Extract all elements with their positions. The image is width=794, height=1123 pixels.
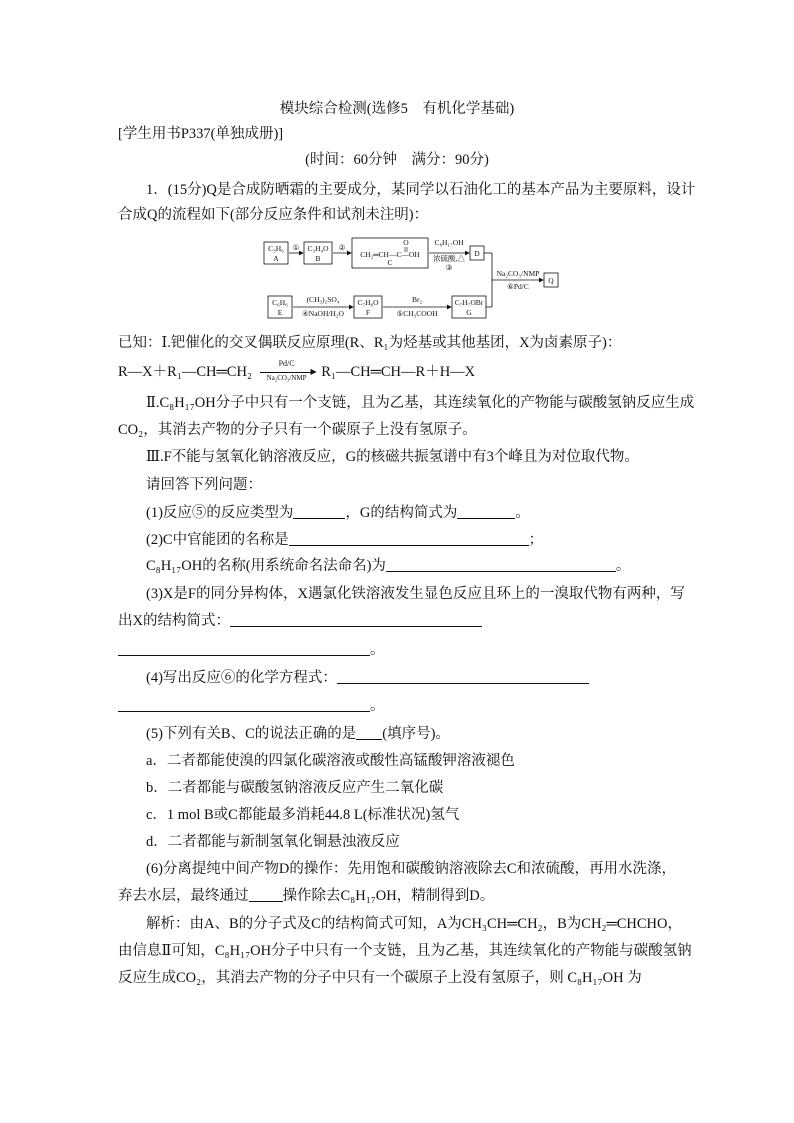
subquestion-3-line-2 (118, 611, 688, 631)
analysis-line-3: 反应生成CO₂，其消去产物的分子中只有一个碳原子上没有氢原子，则 C₈H₁₇OH 为 (118, 970, 642, 986)
arrow-head-icon: ▶ (310, 367, 317, 376)
subquestion-2-text-d: 。 (615, 558, 631, 574)
subquestion-2 (146, 530, 688, 550)
question-1-intro-line-1: 1．(15分)Q是合成防晒霜的主要成分，某同学以石油化工的基本产品为主要原料，设计 (146, 182, 696, 198)
step-4-condition: ④NaOH/H₂O (302, 309, 344, 318)
analysis-line-2: 由信息Ⅱ可知，C₈H₁₇OH分子中只有一个支链，且为乙基，其连续氧化的产物能与碳酸氢钠 (118, 943, 692, 959)
step-3: ③ (445, 263, 453, 272)
answer-blank[interactable] (118, 697, 370, 712)
subquestion-3-line-1: (3)X是F的同分异构体，X遇氯化铁溶液发生显色反应且环上的一溴取代物有两种，写 (146, 586, 685, 602)
answer-blank[interactable] (289, 531, 529, 546)
subquestion-6-text-b: 操作除去C₈H₁₇OH，精制得到D。 (282, 888, 495, 904)
subquestion-3-end: 。 (370, 642, 385, 658)
time-score: (时间：60分钟 满分：90分) (305, 152, 489, 168)
subquestion-1-text-a: (1)反应⑤的反应类型为 (146, 505, 294, 521)
answer-blank[interactable] (249, 887, 283, 902)
subquestion-3-line-3 (118, 640, 688, 660)
subquestion-1-text-c: 。 (515, 505, 530, 521)
answer-blank[interactable] (230, 612, 482, 627)
step-1: ① (292, 243, 300, 252)
formula-g: C₇H₇OBr (454, 298, 484, 307)
label-c: C (387, 258, 393, 267)
step-6-reagent: Na₂CO₃/NMP (496, 269, 540, 278)
answer-blank[interactable] (118, 641, 370, 656)
step-2: ② (338, 243, 346, 252)
subquestion-2-text-c: C₈H₁₇OH的名称(用系统命名法命名)为 (146, 558, 386, 574)
answer-prompt: 请回答下列问题： (146, 477, 262, 493)
analysis-line-1: 解析：由A、B的分子式及C的结构简式可知，A为CH₃CH═CH₂，B为CH₂═CHCHO， (146, 916, 682, 932)
subquestion-5 (146, 724, 688, 744)
label-e: E (277, 308, 283, 317)
subquestion-1-text-b: ，G的结构简式为 (345, 505, 458, 521)
page-title: 模块综合检测(选修5 有机化学基础) (279, 101, 515, 117)
subquestion-5-text-a: (5)下列有关B、C的说法正确的是 (146, 726, 357, 742)
subquestion-6-line-2 (118, 886, 688, 906)
step-3-condition: 浓硫酸,△ (433, 254, 465, 263)
option-d: d．二者都能与新制氢氧化铜悬浊液反应 (146, 834, 400, 850)
known-info-3: Ⅲ.F不能与氢氧化钠溶液反应，G的核磁共振氢谱中有3个峰且为对位取代物。 (146, 449, 639, 465)
formula-f: C₇H₈O (357, 298, 379, 307)
subquestion-5-text-b: (填序号)。 (382, 726, 450, 742)
known-info-1: 已知：Ⅰ.钯催化的交叉偶联反应原理(R、R₁为烃基或其他基团，X为卤素原子)： (118, 335, 622, 351)
step-4-reagent: (CH₃)₂SO₄ (306, 295, 340, 304)
formula-e: C₆H₆ (272, 298, 288, 307)
subquestion-3-text: 出X的结构简式： (118, 613, 230, 629)
question-1-intro-line-2: 合成Q的流程如下(部分反应条件和试剂未注明)： (118, 207, 429, 223)
formula-b: C₃H₄O (307, 244, 329, 253)
label-f: F (365, 308, 371, 317)
formula-a: C₃H₆ (268, 244, 284, 253)
equation-right: R₁—CH═CH—R＋H—X (321, 364, 476, 380)
known-info-2-line-2: CO₂，其消去产物的分子只有一个碳原子上没有氢原子。 (118, 422, 477, 438)
answer-blank[interactable] (457, 504, 515, 519)
answer-blank[interactable] (337, 669, 589, 684)
known-info-2-line-1: Ⅱ.C₈H₁₇OH分子中只有一个支链，且为乙基，其连续氧化的产物能与碳酸氢钠反应生成 (146, 395, 695, 411)
subquestion-6-text-a: 弃去水层，最终通过 (118, 888, 249, 904)
subquestion-4-end: 。 (370, 698, 385, 714)
label-a: A (273, 254, 279, 263)
step-6-condition: ⑥Pd/C (507, 282, 529, 291)
label-g: G (466, 308, 472, 317)
subquestion-2-text-b: ； (528, 532, 544, 548)
label-q: Q (548, 276, 554, 285)
reaction-arrow (258, 359, 317, 382)
arrow-top-condition: Pd/C (278, 359, 295, 368)
book-reference: [学生用书P337(单独成册)] (118, 126, 284, 142)
equation-left: R—X＋R₁—CH═CH₂ (118, 364, 252, 380)
label-d: D (474, 249, 480, 258)
answer-blank[interactable] (293, 504, 345, 519)
label-c-oxygen: O (403, 238, 409, 247)
option-c: c．1 mol B或C都能最多消耗44.8 L(标准状况)氢气 (146, 807, 460, 823)
subquestion-4-line-1 (146, 668, 688, 688)
subquestion-6-line-1: (6)分离提纯中间产物D的操作：先用饱和碳酸钠溶液除去C和浓硫酸，再用水洗涤， (146, 861, 677, 877)
subquestion-4-line-2 (118, 696, 688, 716)
subquestion-2-text-a: (2)C中官能团的名称是 (146, 532, 289, 548)
arrow-shaft (260, 372, 314, 373)
step-5-reagent: Br₂ (411, 295, 423, 304)
coupling-equation (118, 359, 688, 382)
subquestion-1 (146, 503, 688, 523)
label-b: B (315, 254, 321, 263)
subquestion-4-text: (4)写出反应⑥的化学方程式： (146, 670, 337, 686)
formula-c: CH₂═CH—C—OH (360, 250, 420, 259)
answer-blank[interactable] (386, 557, 616, 572)
option-b: b．二者都能与碳酸氢钠溶液反应产生二氧化碳 (146, 780, 444, 796)
step-3-reagent: C₈H₁₇OH (434, 238, 464, 247)
subquestion-2-naming (146, 556, 688, 576)
synthesis-scheme (260, 234, 580, 326)
step-5-condition: ⑤CH₃COOH (396, 309, 438, 318)
arrow-bottom-condition: Na₂CO₃/NMP (266, 374, 307, 382)
option-a: a．二者都能使溴的四氯化碳溶液或酸性高锰酸钾溶液褪色 (146, 753, 515, 769)
answer-blank[interactable] (356, 725, 382, 740)
